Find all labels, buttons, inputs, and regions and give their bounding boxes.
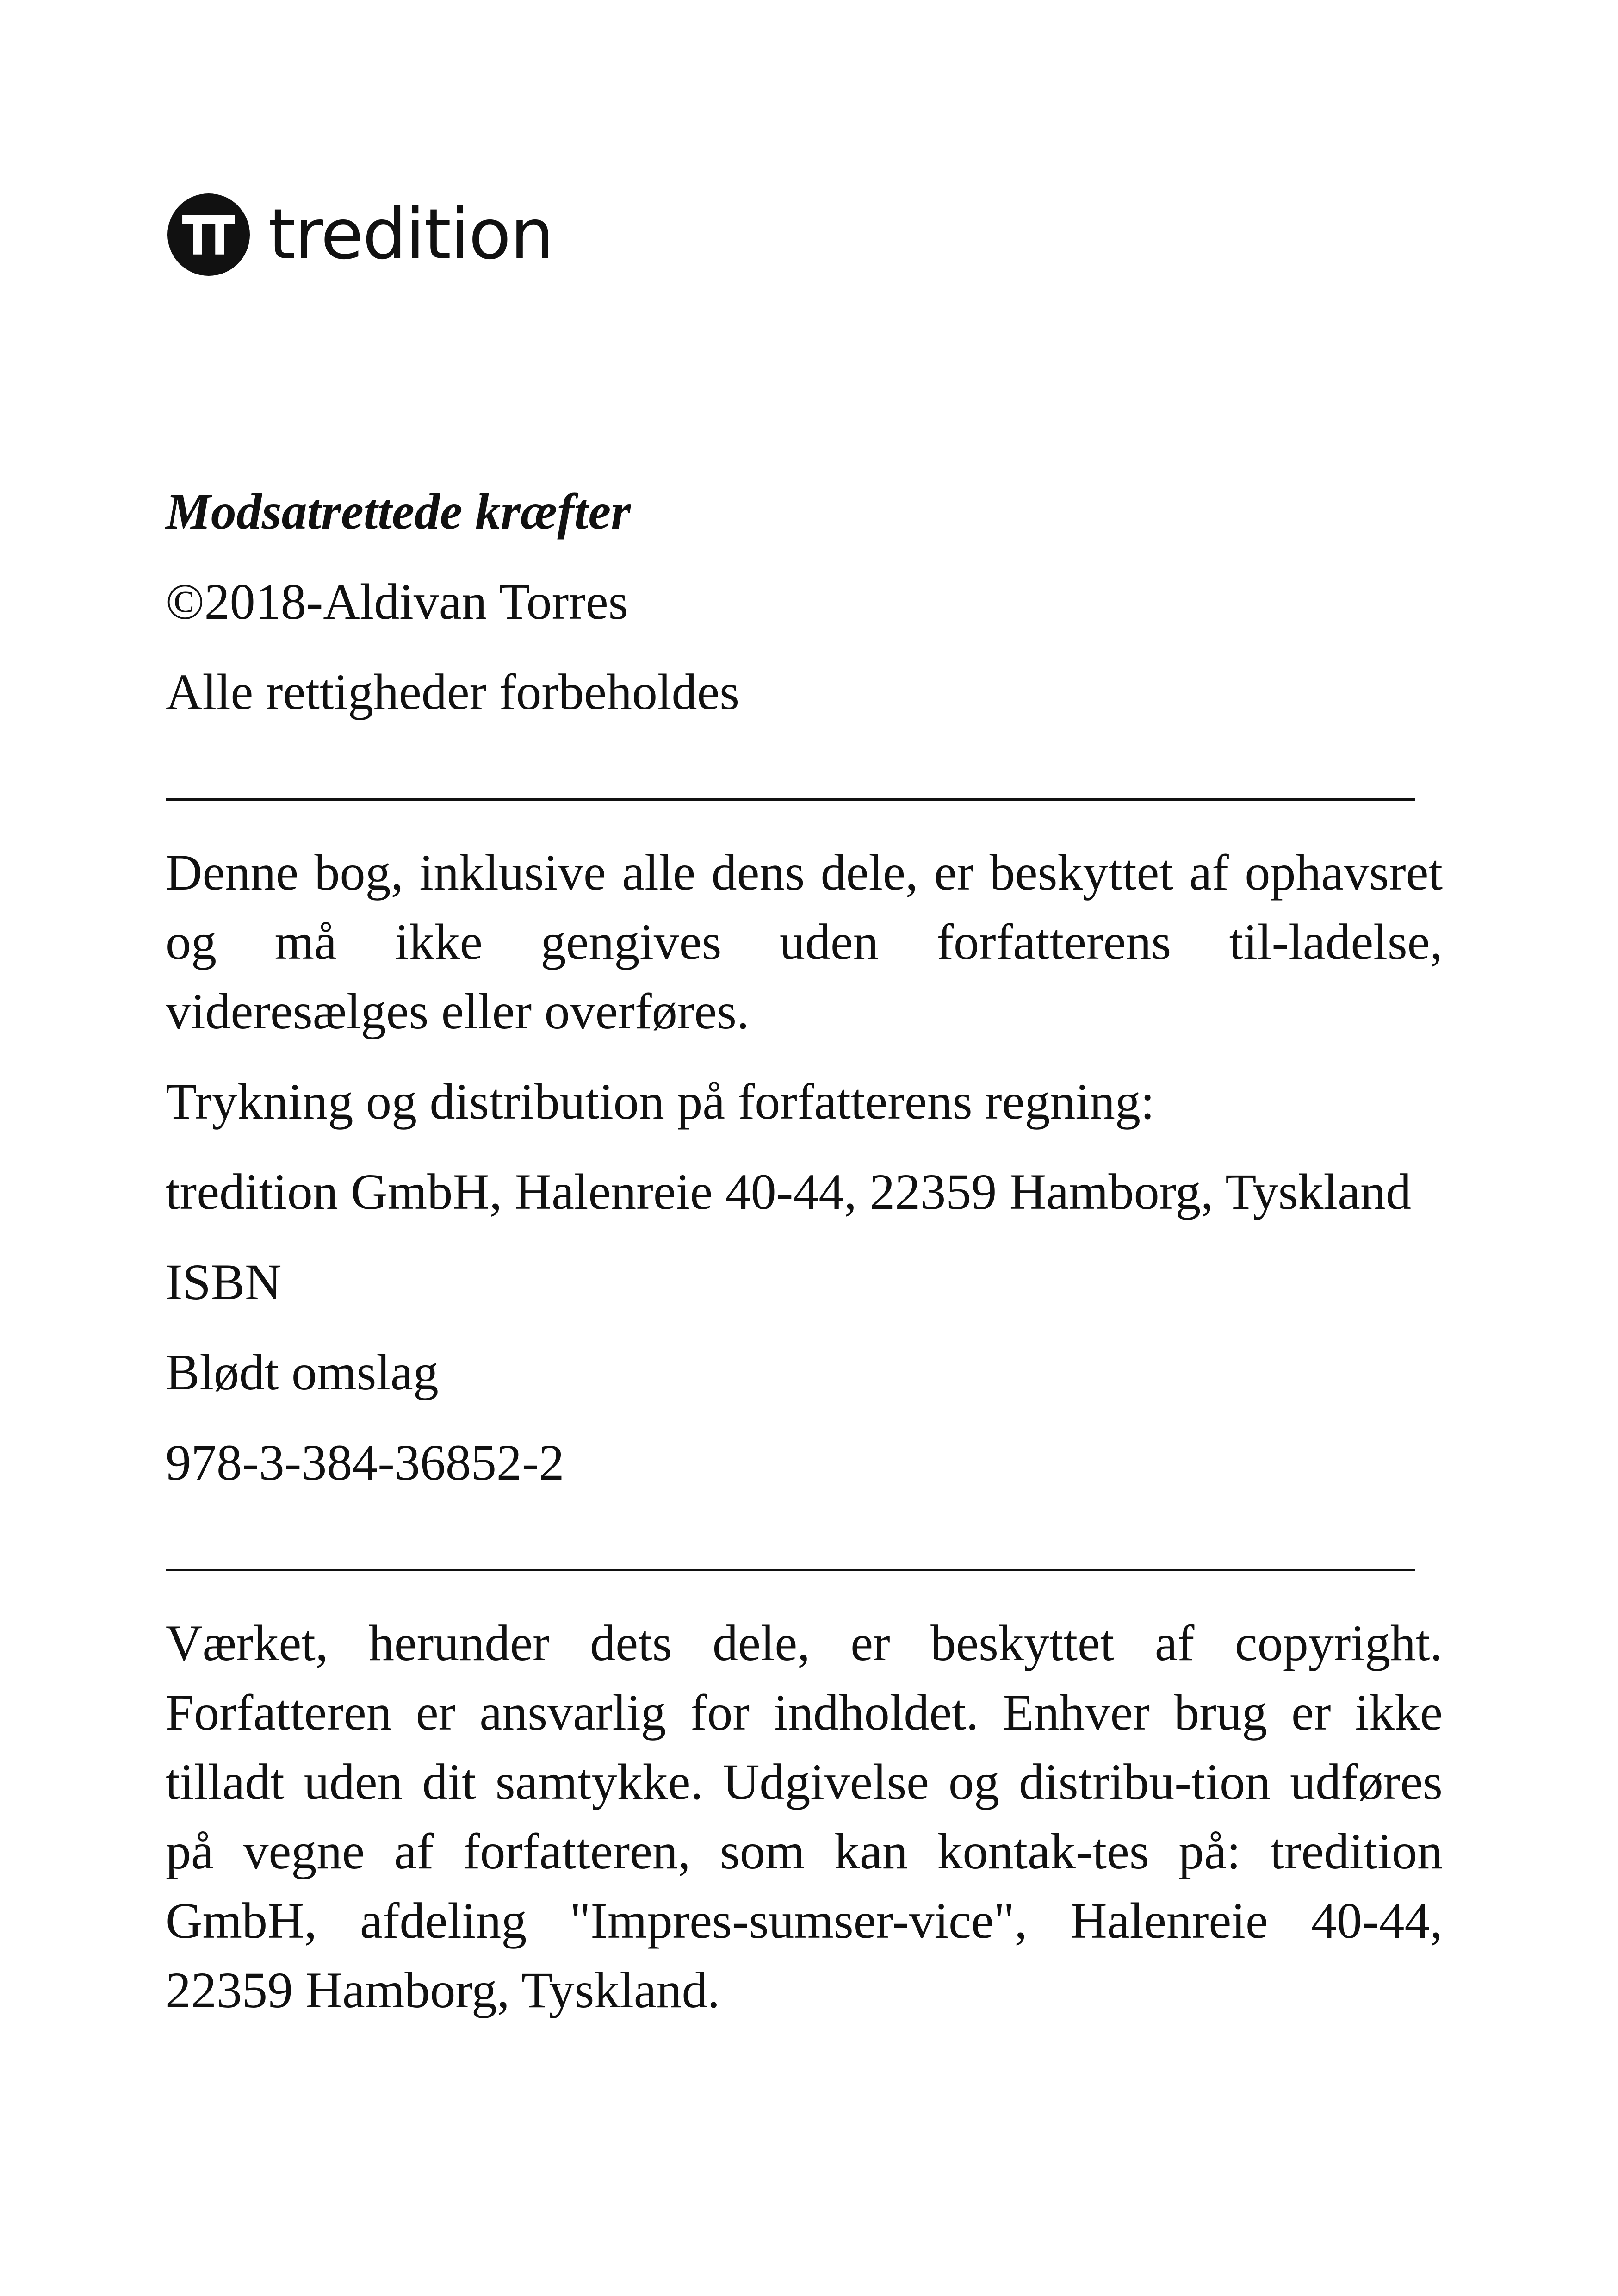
tredition-logo-icon: [167, 193, 250, 276]
imprint-page-content: [166, 477, 1443, 2025]
copyright-line: ©2018-Aldivan Torres: [166, 573, 628, 630]
format-label: Blødt omslag: [166, 1344, 439, 1400]
copyright-notice: Værket, herunder dets dele, er beskyttet af copyright. Forfatteren er ansvarlig for indholdet. Enhver brug er ikke tilladt uden dit samtykke. Udgivelse og distribu-tion udføres på vegne af forfatteren, som kan kontak-tes på: tredition GmbH, afdeling "Impres-sumser-vice", Halenreie 40-44, 22359 Hamborg, Tyskland.: [166, 1615, 1443, 2018]
protection-notice: Denne bog, inklusive alle dens dele, er beskyttet af ophavsret og må ikke gengives uden forfatterens til-ladelse, videresælges eller overføres.: [166, 844, 1443, 1039]
publisher-logo: [167, 193, 553, 276]
printing-label: Trykning og distribution på forfatterens regning:: [166, 1073, 1155, 1130]
book-title: Modsatrettede kræfter: [166, 483, 631, 540]
isbn-number: 978-3-384-36852-2: [166, 1434, 564, 1491]
rights-line: Alle rettigheder forbeholdes: [166, 664, 740, 720]
logo-wordmark: tredition: [268, 194, 553, 275]
isbn-label: ISBN: [166, 1254, 282, 1310]
publisher-address: tredition GmbH, Halenreie 40-44, 22359 Hamborg, Tyskland: [166, 1164, 1411, 1220]
